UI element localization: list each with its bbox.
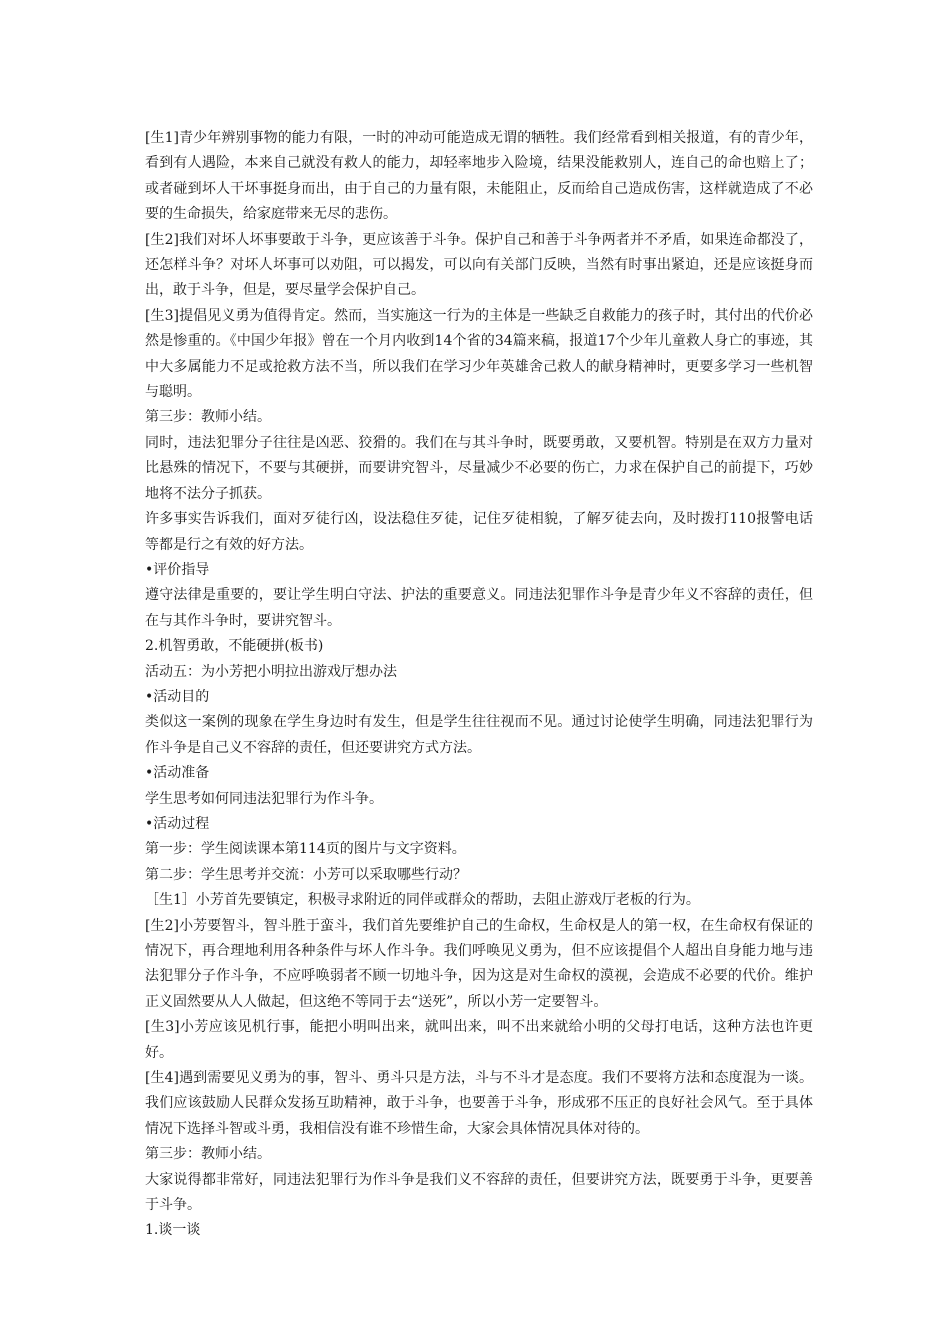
paragraph-student1-reasoning: [生1]青少年辨别事物的能力有限，一时的冲动可能造成无谓的牺牲。我们经常看到相关报道，有的青少年，看到有人遇险，本来自己就没有救人的能力，却轻率地步入险境，结果没能救别人，连自己的命也赔上了；或者碰到坏人干坏事挺身而出，由于自己的力量有限，未能阻止，反而给自己造成伤害，这样就造成了不必要的生命损失，给家庭带来无尽的悲伤。 — [145, 130, 813, 223]
paragraph-student3-reasoning: [生3]提倡见义勇为值得肯定。然而，当实施这一行为的主体是一些缺乏自救能力的孩子时，其付出的代价必然是惨重的。《中国少年报》曾在一个月内收到14个省的34篇来稿，报道17个少年儿童救人身亡的事迹，其中大多属能力不足或抢救方法不当，所以我们在学习少年英雄舍己救人的献身精神时，更要多学习一些机智与聪明。 — [145, 307, 813, 401]
activity-preparation-heading: •活动准备 — [145, 765, 210, 782]
student2-answer: [生2]小芳要智斗，智斗胜于蛮斗，我们首先要维护自己的生命权，生命权是人的第一权，在生命权有保证的情况下，再合理地利用各种条件与坏人作斗争。我们呼唤见义勇为，但不应该提倡个人超出自身能力地与违法犯罪分子作斗争，不应呼唤弱者不顾一切地斗争，因为这是对生命权的漠视，会造成不必要的代价。维护正义固然要从人人做起，但这绝不等同于去“送死”，所以小芳一定要智斗。 — [145, 917, 813, 1010]
evaluation-guidance-paragraph: 遵守法律是重要的，要让学生明白守法、护法的重要意义。同违法犯罪作斗争是青少年义不容辞的责任，但在与其作斗争时，要讲究智斗。 — [145, 587, 813, 629]
teacher-summary-paragraph: 同时，违法犯罪分子往往是凶恶、狡猾的。我们在与其斗争时，既要勇敢，又要机智。特别是在双方力量对比悬殊的情况下，不要与其硬拼，而要讲究智斗，尽量减少不必要的伤亡，力求在保护自己的前提下，巧妙地将不法分子抓获。 — [145, 434, 813, 502]
teacher-summary-closing: 大家说得都非常好，同违法犯罪行为作斗争是我们义不容辞的责任，但要讲究方法，既要勇于斗争，更要善于斗争。 — [145, 1171, 813, 1214]
activity-process-heading: •活动过程 — [145, 815, 210, 832]
student3-answer: [生3]小芳应该见机行事，能把小明叫出来，就叫出来，叫不出来就给小明的父母打电话，这种方法也许更好。 — [145, 1019, 813, 1061]
activity-preparation-paragraph: 学生思考如何同违法犯罪行为作斗争。 — [145, 790, 383, 807]
document-page — [145, 126, 813, 1244]
step3-heading: 第三步：教师小结。 — [145, 409, 271, 426]
step3-heading-second: 第三步：教师小结。 — [145, 1146, 271, 1163]
student1-answer: ［生1］小芳首先要镇定，积极寻求附近的同伴或群众的帮助，去阻止游戏厅老板的行为。 — [145, 892, 700, 909]
student4-answer: [生4]遇到需要见义勇为的事，智斗、勇斗只是方法，斗与不斗才是态度。我们不要将方法和态度混为一谈。我们应该鼓励人民群众发扬互助精神，敢于斗争，也要善于斗争，形成邪不压正的良好社会风气。至于具体情况下选择斗智或斗勇，我相信没有谁不珍惜生命，大家会具体情况具体对待的。 — [145, 1070, 813, 1137]
activity5-heading: 活动五：为小芳把小明拉出游戏厅想办法 — [145, 663, 397, 680]
facts-paragraph: 许多事实告诉我们，面对歹徒行凶，设法稳住歹徒，记住歹徒相貌，了解歹徒去向，及时拨打110报警电话等都是行之有效的好方法。 — [145, 511, 813, 553]
activity-purpose-heading: •活动目的 — [145, 688, 210, 705]
blackboard-point-2: 2.机智勇敢，不能硬拼(板书) — [145, 638, 324, 655]
step2-line: 第二步：学生思考并交流：小芳可以采取哪些行动？ — [145, 866, 467, 883]
discussion-heading: 1.谈一谈 — [145, 1222, 201, 1239]
activity-purpose-paragraph: 类似这一案例的现象在学生身边时有发生，但是学生往往视而不见。通过讨论使学生明确，同违法犯罪行为作斗争是自己义不容辞的责任，但还要讲究方式方法。 — [145, 714, 813, 756]
evaluation-guidance-heading: •评价指导 — [145, 561, 210, 578]
step1-line: 第一步：学生阅读课本第114页的图片与文字资料。 — [145, 841, 466, 858]
paragraph-student2-reasoning: [生2]我们对坏人坏事要敢于斗争，更应该善于斗争。保护自己和善于斗争两者并不矛盾，如果连命都没了，还怎样斗争？对坏人坏事可以劝阻，可以揭发，可以向有关部门反映，当然有时事出紧迫，还是应该挺身而出，敢于斗争，但是，要尽量学会保护自己。 — [145, 231, 813, 299]
